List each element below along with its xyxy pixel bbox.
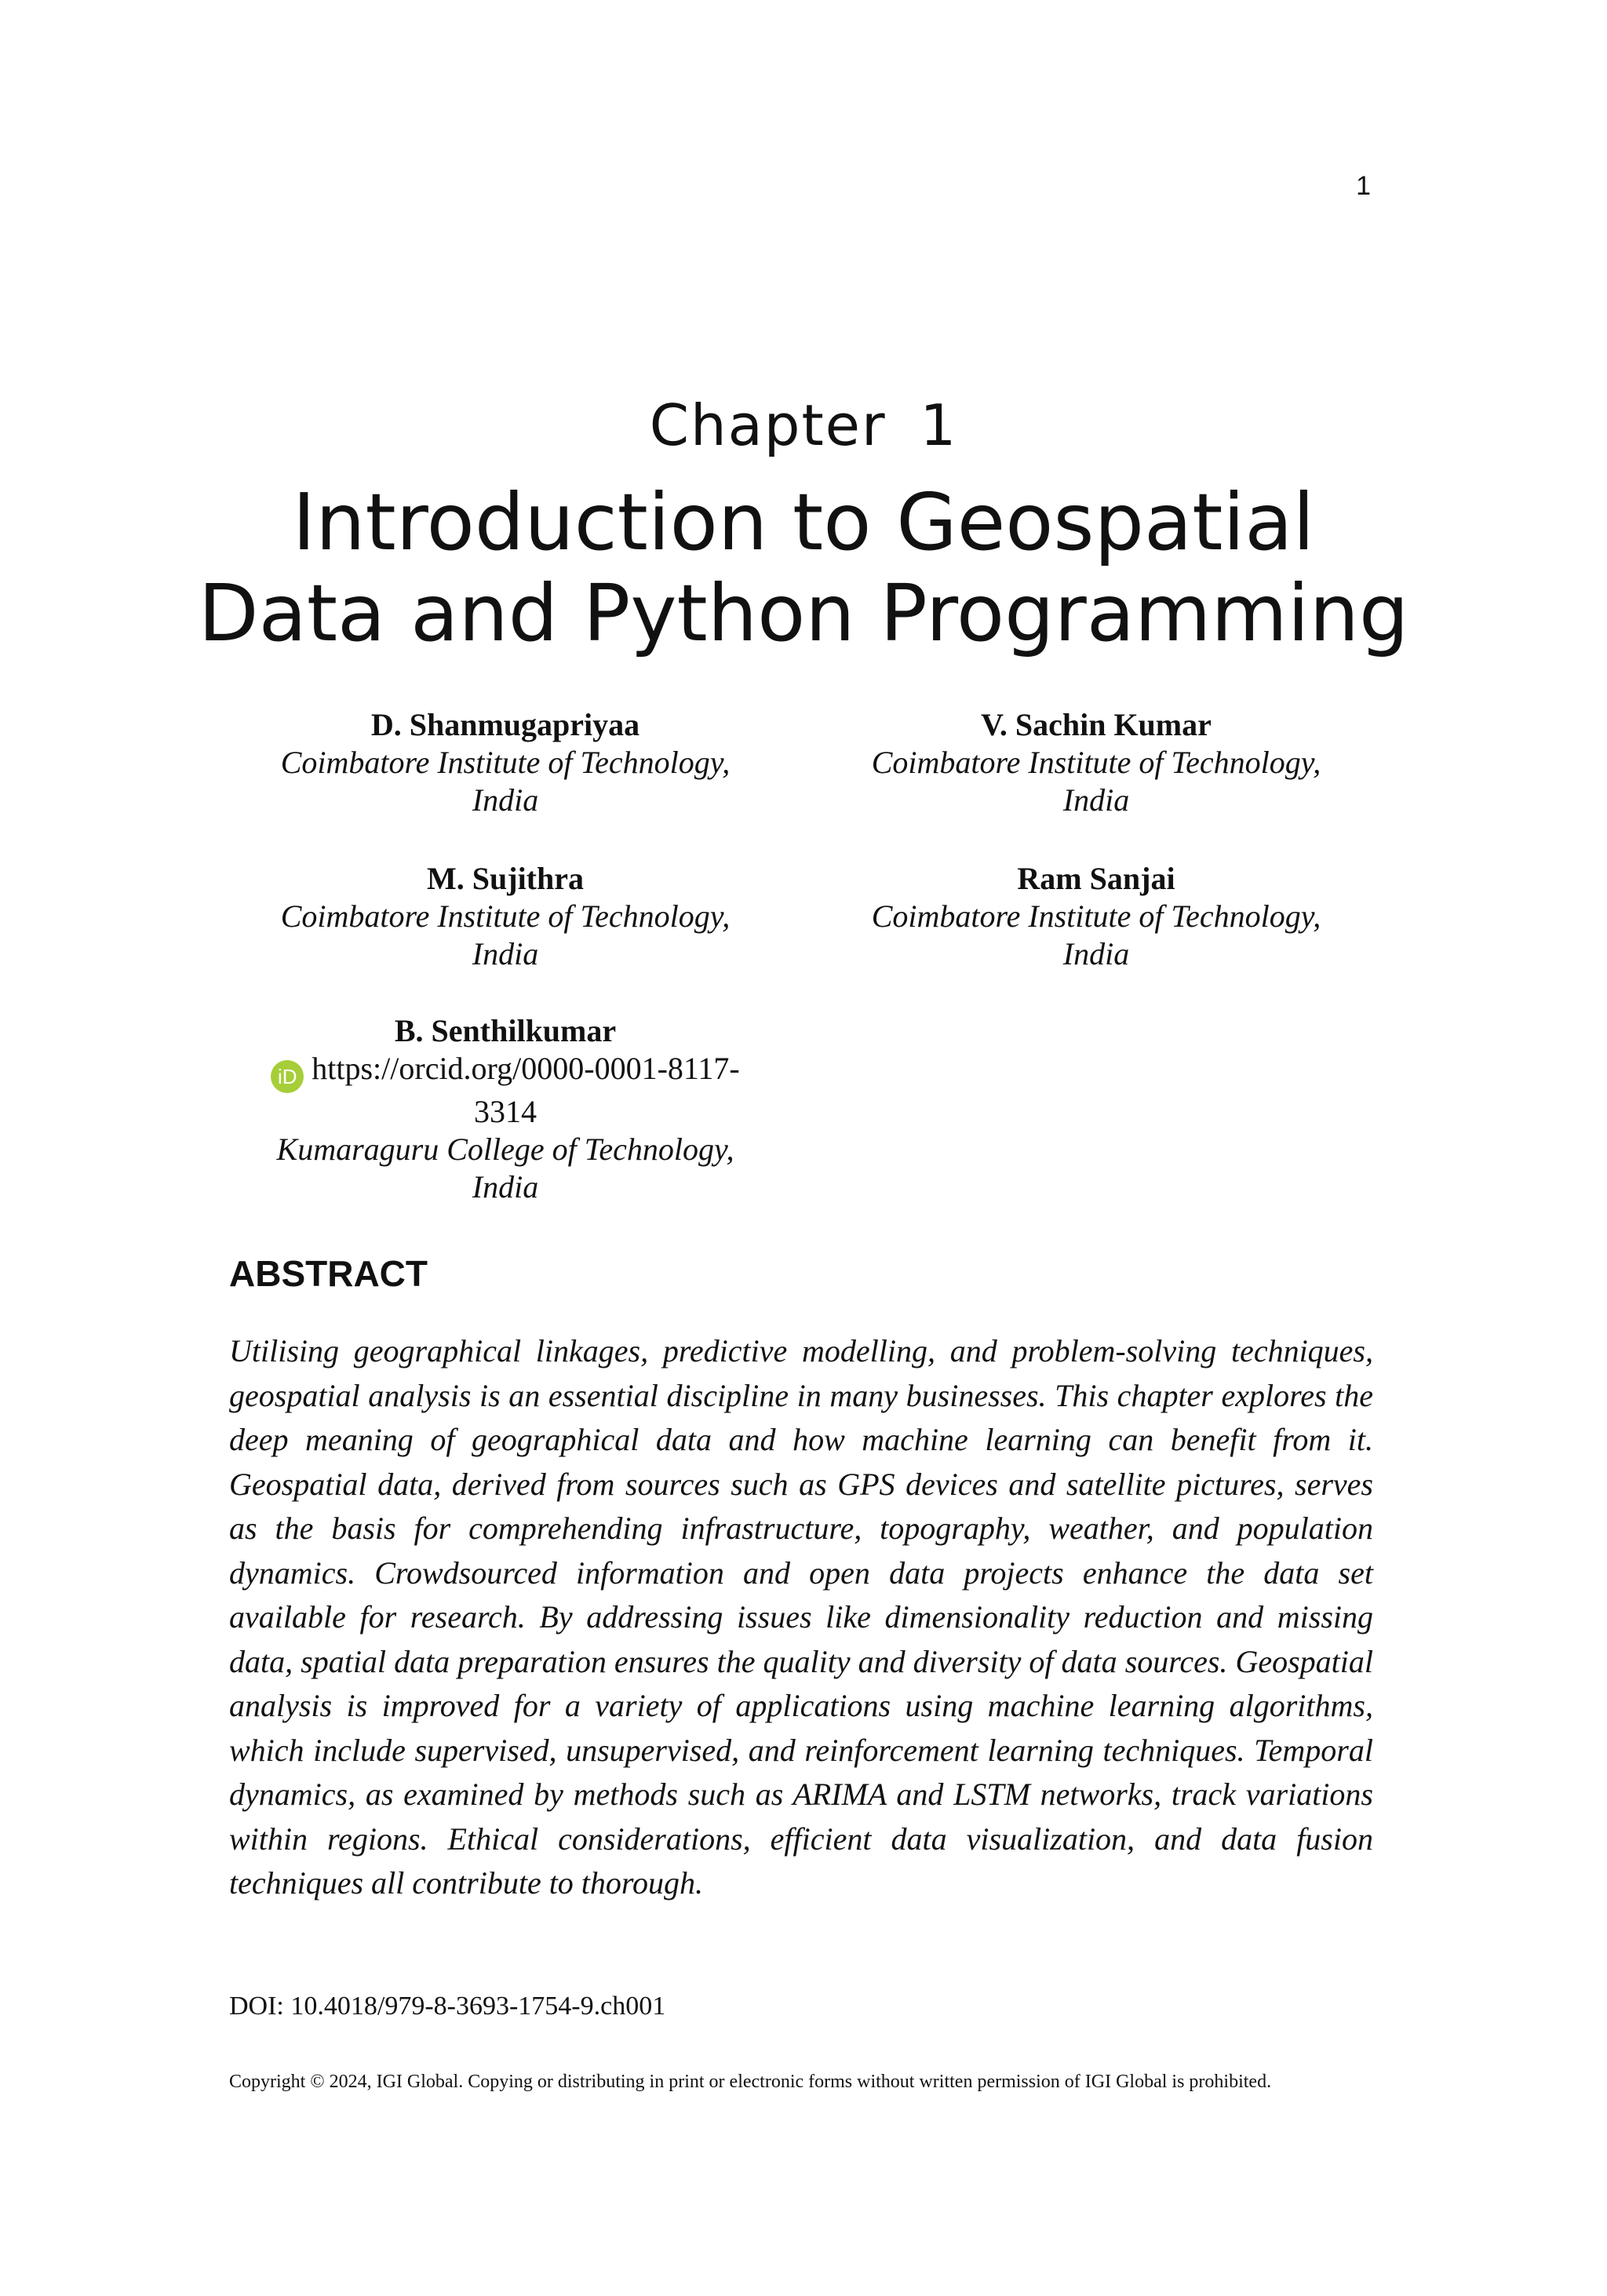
author-block [223,860,788,973]
orcid-link[interactable] [223,1050,788,1093]
chapter-title-line: Introduction to Geospatial [292,476,1315,568]
author-name: V. Sachin Kumar [981,707,1212,742]
author-block [223,706,788,819]
author-affiliation: Coimbatore Institute of Technology, [871,898,1321,934]
abstract-heading: ABSTRACT [229,1253,428,1294]
chapter-title [0,477,1607,659]
author-block [814,706,1379,819]
author-affiliation: India [472,1169,539,1204]
copyright-notice: Copyright © 2024, IGI Global. Copying or distributing in print or electronic forms without written permission of IGI Global is prohibited. [229,2072,1272,2092]
doi: DOI: 10.4018/979-8-3693-1754-9.ch001 [229,1992,666,2021]
orcid-icon[interactable]: iD [271,1060,304,1093]
chapter-label: Chapter 1 [649,392,958,458]
page-number: 1 [1356,171,1371,201]
author-name: Ram Sanjai [1017,861,1175,896]
chapter-title-line: Data and Python Programming [198,567,1409,659]
author-affiliation: Coimbatore Institute of Technology, [280,745,731,780]
author-name: B. Senthilkumar [394,1013,617,1048]
author-affiliation: Coimbatore Institute of Technology, [280,898,731,934]
author-name: M. Sujithra [427,861,584,896]
orcid-url[interactable]: https://orcid.org/0000-0001-8117- [312,1051,740,1086]
author-affiliation: Coimbatore Institute of Technology, [871,745,1321,780]
author-affiliation: India [1062,936,1130,971]
orcid-url-continued[interactable]: 3314 [474,1094,537,1129]
author-block [814,860,1379,973]
author-affiliation: India [472,936,539,971]
author-block [223,1012,788,1206]
author-affiliation: Kumaraguru College of Technology, [276,1132,734,1167]
abstract-text: Utilising geographical linkages, predictive modelling, and problem-solving techniques, geospatial analysis is an essential discipline in many businesses. This chapter explores the deep meaning of geographical data and how machine learning can benefit from it. Geospatial data, derived from sources such as GPS devices and satellite pictures, serves as the basis for comprehending infrastructure, topography, weather, and population dynamics. Crowdsourced information and open data projects enhance the data set available for research. By addressing issues like dimensionality reduction and missing data, spatial data preparation ensures the quality and diversity of data sources. Geospatial analysis is improved for a variety of applications using machine learning algorithms, which include supervised, unsupervised, and reinforcement learning techniques. Temporal dynamics, as examined by methods such as ARIMA and LSTM networks, track variations within regions. Ethical considerations, efficient data visualization, and data fusion techniques all contribute to thorough. [229,1333,1373,1901]
author-affiliation: India [472,782,539,818]
author-affiliation: India [1062,782,1130,818]
author-name: D. Shanmugapriyaa [370,707,640,742]
